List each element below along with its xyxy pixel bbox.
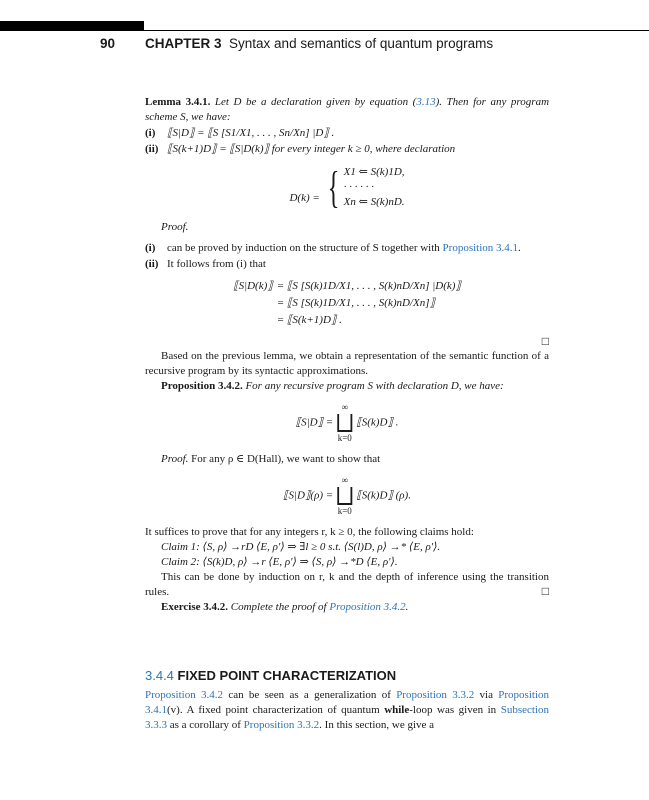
header-rule — [144, 30, 649, 31]
declaration-lhs: D(k) = — [289, 192, 320, 205]
lemma-item-ii — [145, 142, 549, 157]
proof-item-ii-label: (ii) — [145, 258, 159, 270]
eq-array-row-3: = ⟦S(k+1)D⟧ . — [276, 314, 342, 326]
declaration-display — [145, 162, 549, 212]
proposition-statement — [145, 379, 549, 394]
proposition-label: Proposition 3.4.2. — [161, 380, 243, 392]
exercise-text: Complete the proof of — [230, 601, 327, 613]
lemma-statement — [145, 95, 549, 125]
lemma-label: Lemma 3.4.1. — [145, 96, 211, 108]
chapter-title: Syntax and semantics of quantum programs — [229, 36, 494, 51]
lemma-item-ii-math: ⟦S(k+1)D⟧ = ⟦S|D(k)⟧ — [167, 143, 269, 155]
proposition-341-link[interactable]: Proposition 3.4.1 — [442, 242, 519, 254]
exercise-end: . — [405, 601, 409, 613]
declaration-row-1: X1 ⇐ S(k)1D, — [343, 166, 405, 178]
sup-top-2: ∞ — [341, 475, 348, 485]
proof-item-i-label: (i) — [145, 242, 156, 254]
page-number: 90 — [100, 36, 116, 51]
link-prop-332[interactable]: Proposition 3.3.2 — [396, 689, 475, 701]
proof2-equation — [145, 475, 549, 517]
induction-sentence: This can be done by induction on r, k and the depth of inference using the transition rules. — [145, 571, 549, 598]
link-prop-341[interactable]: Proposition 3.4.1 — [145, 689, 550, 716]
exercise-label: Exercise 3.4.2. — [161, 601, 229, 613]
para-text-4: -loop was given in — [409, 704, 501, 716]
proof2-label: Proof. — [161, 453, 189, 465]
proof-label: Proof. — [161, 221, 189, 233]
proposition-equation — [145, 402, 549, 444]
link-prop-332-b[interactable]: Proposition 3.3.2 — [243, 719, 320, 731]
proof-item-ii — [145, 257, 549, 272]
proof-item-ii-text: It follows from (i) that — [167, 258, 266, 270]
proof2-eq-lhs: ⟦S|D⟧(ρ) = — [283, 489, 334, 502]
running-header — [0, 36, 649, 56]
para-text-5: as a corollary of — [167, 719, 244, 731]
lemma-item-i — [145, 126, 549, 141]
lemma-text-a: Let D be a declaration given by equation ( — [214, 96, 417, 108]
lemma-item-ii-text: for every integer k ≥ 0, where declaration — [271, 143, 456, 155]
proposition-342-link[interactable]: Proposition 3.4.2 — [329, 601, 406, 613]
equation-ref-link[interactable]: 3.13 — [416, 96, 436, 108]
para-text-3: (v). A fixed point characterization of quantum — [167, 704, 385, 716]
declaration-row-3: Xn ⇐ S(k)nD. — [343, 196, 405, 208]
left-brace-glyph: { — [327, 162, 339, 212]
proof2-intro — [145, 452, 549, 467]
declaration-row-2: · · · · · · — [343, 181, 374, 193]
while-keyword: while — [384, 704, 410, 716]
section-number: 3.4.4 — [145, 668, 174, 683]
section-title: FIXED POINT CHARACTERIZATION — [177, 668, 397, 683]
link-prop-342[interactable]: Proposition 3.4.2 — [145, 689, 224, 701]
proposition-text: For any recursive program S with declaration D, we have: — [245, 380, 504, 392]
qed-symbol: □ — [541, 334, 549, 348]
lemma-item-ii-label: (ii) — [145, 143, 159, 155]
chapter-label: CHAPTER 3 — [145, 36, 222, 51]
sup-top: ∞ — [341, 402, 348, 412]
link-subsection-333[interactable]: Subsection 3.3.3 — [145, 704, 550, 731]
sup-bottom: k=0 — [337, 433, 352, 443]
claim-2: Claim 2: ⟨S(k)D, ρ⟩ →r ⟨E, ρ′⟩ ⇒ ⟨S, ρ⟩ →*D ⟨E, ρ′⟩. — [161, 556, 398, 568]
proof-item-i: (i) can be proved by induction on the structure of S together with Proposition 3.4.1. — [145, 242, 521, 254]
lemma-item-i-math: ⟦S|D⟧ = ⟦S [S1/X1, . . . , Sn/Xn] |D⟧ . — [167, 127, 335, 139]
para-text-1: can be seen as a generalization of — [223, 689, 397, 701]
proof2-eq-rhs: ⟦S(k)D⟧ (ρ). — [356, 489, 411, 502]
lemma-text-b: ). Then for any program scheme S, we have: — [145, 96, 550, 123]
declaration-cases — [323, 162, 405, 212]
prop-eq-lhs: ⟦S|D⟧ = — [295, 416, 334, 429]
exercise-statement — [145, 600, 549, 615]
square-cup-icon: ⨆ — [335, 410, 354, 435]
eq-array-row-2: = ⟦S [S(k)1D/X1, . . . , S(k)nD/Xn]⟧ — [276, 297, 435, 309]
claim-1: Claim 1: ⟨S, ρ⟩ →rD ⟨E, ρ′⟩ ⇒ ∃l ≥ 0 s.t. ⟨S(l)D, ρ⟩ →* ⟨E, ρ′⟩. — [161, 541, 441, 553]
lemma-item-i-label: (i) — [145, 127, 156, 139]
induction-text — [145, 570, 549, 600]
qed-symbol-2: □ — [541, 584, 549, 598]
suffices-text: It suffices to prove that for any integers r, k ≥ 0, the following claims hold: — [145, 526, 474, 538]
proof-item-i-text: can be proved by induction on the structure of S together with — [167, 242, 440, 254]
prop-eq-rhs: ⟦S(k)D⟧ . — [356, 416, 399, 429]
section-paragraph — [145, 688, 549, 733]
square-cup-icon-2: ⨆ — [335, 483, 354, 508]
para-text-2: via — [474, 689, 499, 701]
sup-operator — [336, 402, 354, 444]
page-body — [145, 95, 549, 615]
proof2-text: For any ρ ∈ D(Hall), we want to show that — [191, 453, 381, 465]
eq-array-lhs: ⟦S|D(k)⟧ — [233, 280, 273, 292]
proof-equation-array — [231, 278, 463, 329]
section-heading — [145, 668, 396, 683]
sup-bottom-2: k=0 — [337, 506, 352, 516]
semantic-paragraph: Based on the previous lemma, we obtain a representation of the semantic function of a recursive program by its syntactic approximations. — [145, 350, 549, 377]
para-text-6: . In this section, we give a — [319, 719, 435, 731]
sup-operator-2 — [336, 475, 354, 517]
chapter-heading — [145, 36, 493, 51]
eq-array-row-1: = ⟦S [S(k)1D/X1, . . . , S(k)nD/Xn] |D(k)⟧ — [276, 280, 461, 292]
header-bar — [0, 21, 144, 31]
